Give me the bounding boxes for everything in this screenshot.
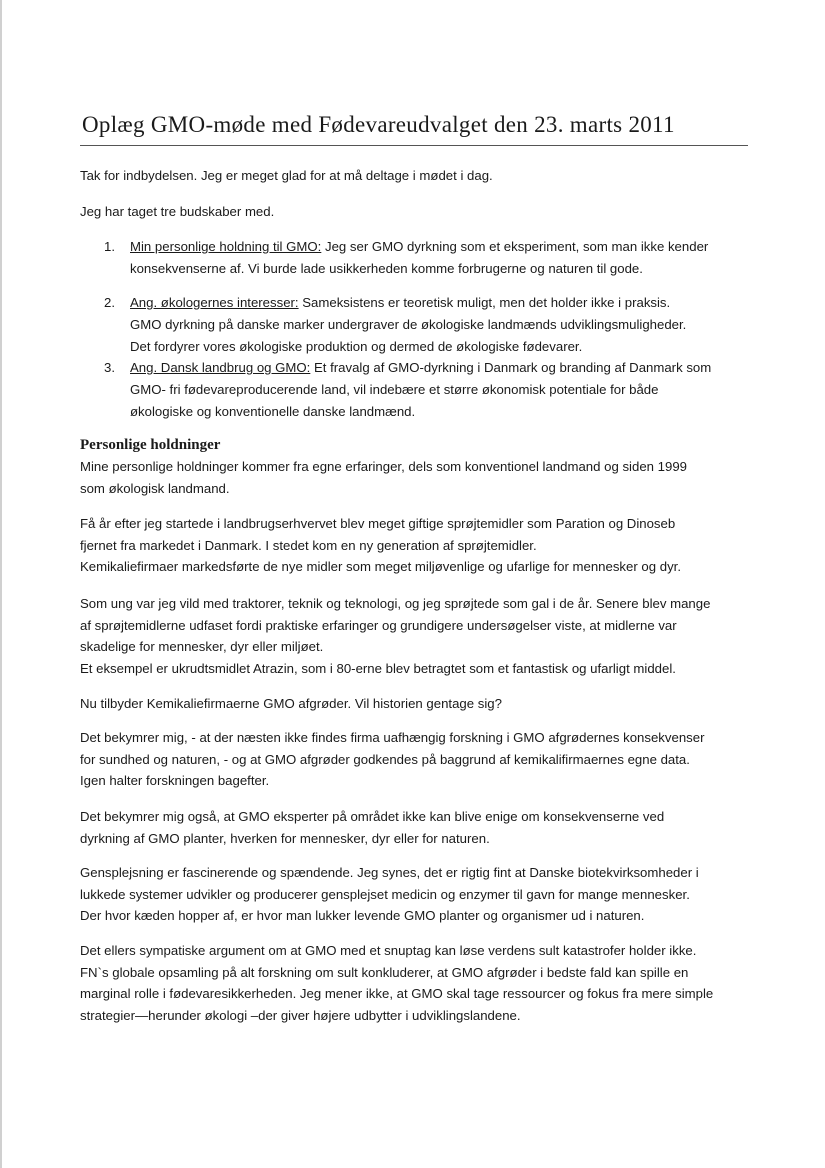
- message-text: Et fravalg af GMO-dyrkning i Danmark og branding af Danmark som: [310, 360, 712, 375]
- body-paragraph: [80, 862, 760, 927]
- message-label: Min personlige holdning til GMO:: [130, 239, 322, 254]
- body-paragraph: [80, 806, 760, 849]
- list-number: 3.: [104, 360, 115, 375]
- message-text: GMO- fri fødevareproducerende land, vil indebære et større økonomisk potentiale for både: [130, 382, 659, 397]
- body-paragraph: [80, 727, 760, 792]
- list-number: 1.: [104, 239, 115, 254]
- page-edge: [0, 0, 2, 1168]
- list-number: 2.: [104, 295, 115, 310]
- paragraph-line: for sundhed og naturen, - og at GMO afgrøder godkendes på baggrund af kemikalifirmaernes egne data.: [80, 751, 690, 767]
- paragraph-line: fjernet fra markedet i Danmark. I stedet kom en ny generation af sprøjtemidler.: [80, 537, 537, 553]
- paragraph-line: Det bekymrer mig, - at der næsten ikke findes firma uafhængig forskning i GMO afgrødernes konsekvenser: [80, 730, 705, 745]
- paragraph-line: Det ellers sympatiske argument om at GMO med et snuptag kan løse verdens sult katastrofer holder ikke.: [80, 943, 697, 958]
- paragraph-line: Som ung var jeg vild med traktorer, teknik og teknologi, og jeg sprøjtede som gal i de år. Senere blev mange: [80, 596, 711, 611]
- body-paragraph: [80, 593, 760, 679]
- title-rule: [80, 145, 748, 146]
- paragraph-line: som økologisk landmand.: [80, 480, 230, 496]
- body-paragraph: [80, 693, 760, 715]
- message-label: Ang. Dansk landbrug og GMO:: [130, 360, 311, 375]
- message-text: Jeg ser GMO dyrkning som et eksperiment, som man ikke kender: [321, 239, 709, 254]
- paragraph-line: Nu tilbyder Kemikaliefirmaerne GMO afgrøder. Vil historien gentage sig?: [80, 696, 502, 711]
- message-label: Ang. økologernes interesser:: [130, 295, 299, 310]
- paragraph-line: af sprøjtemidlerne udfaset fordi praktiske erfaringer og grundigere undersøgelser viste, at midlerne var: [80, 617, 677, 633]
- paragraph-line: dyrkning af GMO planter, hverken for mennesker, dyr eller for naturen.: [80, 830, 490, 846]
- body-paragraph: [80, 940, 760, 1026]
- body-paragraph: [80, 456, 760, 499]
- document-title: Oplæg GMO-møde med Fødevareudvalget den 23. marts 2011: [82, 112, 675, 137]
- paragraph-line: Få år efter jeg startede i landbrugserhvervet blev meget giftige sprøjtemidler som Paration og Dinoseb: [80, 516, 676, 531]
- body-paragraph: [80, 513, 760, 578]
- message-text: Sameksistens er teoretisk muligt, men det holder ikke i praksis.: [298, 295, 671, 310]
- message-text: GMO dyrkning på danske marker undergraver de økologiske landmænds udviklingsmuligheder.: [130, 317, 687, 332]
- paragraph-line: Mine personlige holdninger kommer fra egne erfaringer, dels som konventionel landmand og siden 1999: [80, 459, 687, 474]
- message-text: konsekvenserne af. Vi burde lade usikkerheden komme forbrugerne og naturen til gode.: [130, 261, 643, 276]
- paragraph-line: Der hvor kæden hopper af, er hvor man lukker levende GMO planter og organismer ud i naturen.: [80, 908, 645, 923]
- paragraph-line: skadelige for mennesker, dyr eller miljøet.: [80, 639, 324, 654]
- paragraph-line: strategier—herunder økologi –der giver højere udbytter i udviklingslandene.: [80, 1007, 521, 1023]
- paragraph-line: marginal rolle i fødevaresikkerheden. Jeg mener ikke, at GMO skal tage ressourcer og fokus fra mere simple: [80, 986, 714, 1001]
- paragraph-line: Gensplejsning er fascinerende og spændende. Jeg synes, det er rigtig fint at Danske biotekvirksomheder i: [80, 865, 699, 880]
- paragraph-line: Kemikaliefirmaer markedsførte de nye midler som meget miljøvenlige og ufarlige for mennesker og dyr.: [80, 559, 681, 574]
- paragraph-line: FN`s globale opsamling på alt forskning om sult konkluderer, at GMO afgrøder i bedste fald kan spille en: [80, 964, 689, 980]
- paragraph-line: Igen halter forskningen bagefter.: [80, 773, 270, 788]
- paragraph-line: Et eksempel er ukrudtsmidlet Atrazin, som i 80-erne blev betragtet som et fantastisk og ufarligt middel.: [80, 660, 676, 676]
- paragraph-line: lukkede systemer udvikler og producerer gensplejset medicin og enzymer til gavn for mange mennesker.: [80, 886, 690, 902]
- message-text: økologiske og konventionelle danske landmænd.: [130, 404, 416, 419]
- section-heading: Personlige holdninger: [80, 437, 221, 453]
- intro-paragraph: Jeg har taget tre budskaber med.: [80, 204, 275, 219]
- paragraph-line: Det bekymrer mig også, at GMO eksperter på området ikke kan blive enige om konsekvenserne ved: [80, 809, 665, 824]
- intro-paragraph: Tak for indbydelsen. Jeg er meget glad for at må deltage i mødet i dag.: [80, 168, 493, 183]
- message-text: Det fordyrer vores økologiske produktion og dermed de økologiske fødevarer.: [130, 339, 583, 354]
